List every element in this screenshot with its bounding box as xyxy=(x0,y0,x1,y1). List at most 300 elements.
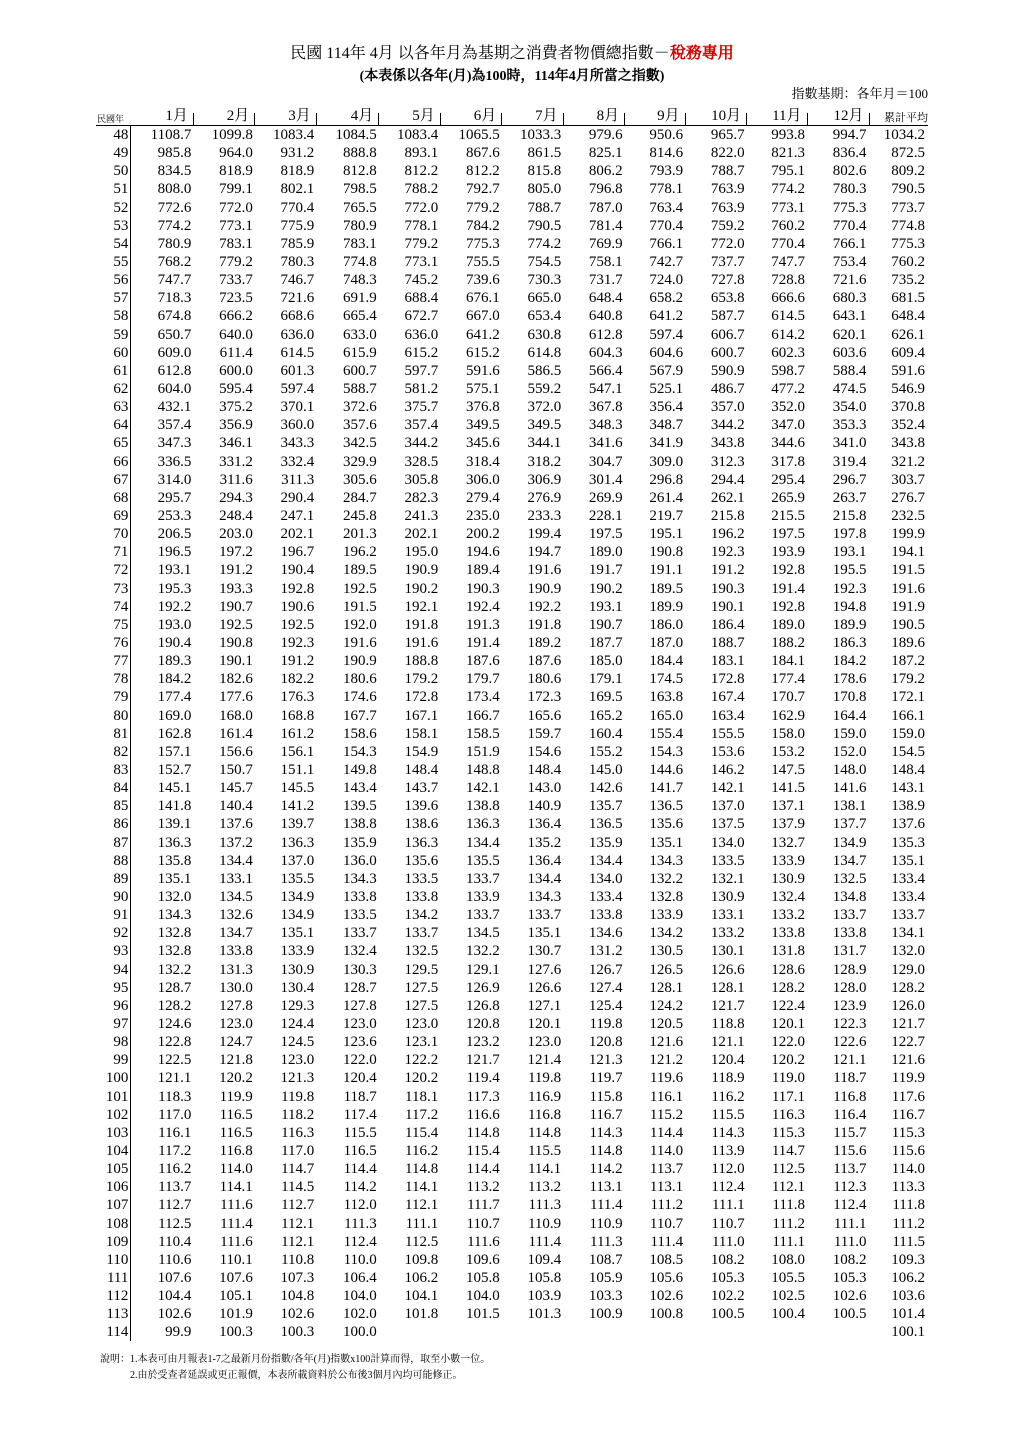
value-cell: 134.8 xyxy=(832,888,867,905)
value-cell: 123.2 xyxy=(465,1034,500,1051)
value-cell: 145.0 xyxy=(588,761,623,778)
value-cell: 581.2 xyxy=(404,381,439,398)
value-cell: 113.7 xyxy=(158,1179,192,1196)
value-cell: 590.9 xyxy=(710,362,745,379)
value-cell: 169.5 xyxy=(588,689,623,706)
value-cell: 128.7 xyxy=(343,979,377,996)
value-cell: 191.8 xyxy=(527,616,562,633)
value-cell: 276.9 xyxy=(527,489,562,506)
value-cell: 597.7 xyxy=(404,362,439,379)
value-cell: 112.1 xyxy=(771,1179,806,1196)
value-cell: 367.8 xyxy=(588,399,623,416)
value-cell: 133.4 xyxy=(588,888,623,905)
avg-cell: 681.5 xyxy=(891,290,925,307)
value-cell: 189.4 xyxy=(465,562,500,579)
header-month xyxy=(194,104,255,126)
value-cell: 219.7 xyxy=(649,508,684,525)
value-cell: 110.8 xyxy=(281,1251,315,1268)
value-cell: 135.9 xyxy=(588,834,623,851)
value-cell xyxy=(686,1323,747,1341)
value-cell: 134.4 xyxy=(588,852,623,869)
value-cell: 143.4 xyxy=(343,780,377,797)
value-cell: 123.0 xyxy=(219,1015,253,1032)
header-year: 民國年 xyxy=(96,104,131,126)
value-cell: 118.9 xyxy=(711,1070,745,1087)
value-cell: 139.5 xyxy=(343,798,377,815)
value-cell: 134.7 xyxy=(832,852,867,869)
value-cell: 133.7 xyxy=(465,870,500,887)
year-cell: 113 xyxy=(96,1305,131,1323)
table-row xyxy=(96,434,928,452)
avg-cell: 117.6 xyxy=(891,1088,925,1105)
value-cell: 127.4 xyxy=(588,979,623,996)
value-cell: 312.3 xyxy=(710,453,745,470)
value-cell: 680.3 xyxy=(832,290,867,307)
value-cell: 575.1 xyxy=(465,381,500,398)
value-cell: 666.6 xyxy=(771,290,806,307)
value-cell: 477.2 xyxy=(771,381,806,398)
value-cell: 155.5 xyxy=(710,725,745,742)
value-cell: 141.2 xyxy=(280,798,315,815)
value-cell: 778.1 xyxy=(404,217,439,234)
avg-cell: 648.4 xyxy=(891,308,925,325)
value-cell: 121.6 xyxy=(649,1034,684,1051)
value-cell: 110.1 xyxy=(219,1251,253,1268)
value-cell: 111.0 xyxy=(833,1233,867,1250)
value-cell: 131.7 xyxy=(832,943,867,960)
table-row xyxy=(96,1160,928,1178)
avg-cell: 106.2 xyxy=(891,1269,925,1286)
avg-cell: 100.1 xyxy=(891,1324,925,1341)
value-cell: 135.1 xyxy=(649,834,684,851)
value-cell: 758.1 xyxy=(588,254,623,271)
value-cell: 118.2 xyxy=(281,1106,315,1123)
value-cell: 148.0 xyxy=(832,761,867,778)
table-row xyxy=(96,1106,928,1124)
value-cell: 253.3 xyxy=(157,508,192,525)
value-cell: 600.0 xyxy=(219,362,253,379)
value-cell: 186.4 xyxy=(710,616,745,633)
table-row xyxy=(96,525,928,543)
value-cell: 102.6 xyxy=(832,1288,867,1305)
value-cell: 136.4 xyxy=(527,852,562,869)
value-cell: 122.5 xyxy=(157,1052,192,1069)
value-cell: 133.8 xyxy=(219,943,253,960)
value-cell: 190.1 xyxy=(710,598,745,615)
value-cell: 113.1 xyxy=(589,1179,623,1196)
value-cell: 196.2 xyxy=(710,526,745,543)
value-cell: 137.6 xyxy=(219,816,253,833)
value-cell: 114.3 xyxy=(711,1124,745,1141)
value-cell: 133.9 xyxy=(649,907,684,924)
value-cell: 124.2 xyxy=(649,997,684,1014)
value-cell: 124.7 xyxy=(219,1034,253,1051)
value-cell: 127.5 xyxy=(404,979,439,996)
value-cell: 802.6 xyxy=(832,163,867,180)
value-cell: 115.7 xyxy=(833,1124,867,1141)
value-cell: 158.6 xyxy=(343,725,377,742)
value-cell: 747.7 xyxy=(771,254,806,271)
value-cell: 170.8 xyxy=(832,689,867,706)
value-cell: 135.6 xyxy=(404,852,439,869)
value-cell: 120.8 xyxy=(588,1034,623,1051)
value-cell: 598.7 xyxy=(771,362,806,379)
year-cell: 110 xyxy=(96,1251,131,1269)
table-row xyxy=(96,1033,928,1051)
value-cell: 114.2 xyxy=(589,1161,623,1178)
value-cell: 134.6 xyxy=(588,925,623,942)
table-row xyxy=(96,1323,928,1341)
table-row xyxy=(96,326,928,344)
value-cell: 780.9 xyxy=(157,235,192,252)
value-cell: 132.0 xyxy=(157,888,192,905)
value-cell: 108.5 xyxy=(649,1251,684,1268)
year-cell: 73 xyxy=(96,580,131,598)
value-cell: 133.7 xyxy=(832,907,867,924)
value-cell: 636.0 xyxy=(280,326,315,343)
value-cell: 189.9 xyxy=(832,616,867,633)
value-cell: 134.2 xyxy=(649,925,684,942)
value-cell: 130.0 xyxy=(219,979,253,996)
value-cell: 190.2 xyxy=(404,580,439,597)
avg-cell: 135.1 xyxy=(891,852,925,869)
value-cell: 111.1 xyxy=(833,1215,867,1232)
value-cell: 1083.4 xyxy=(273,127,315,144)
value-cell: 766.1 xyxy=(832,235,867,252)
value-cell: 357.4 xyxy=(404,417,439,434)
value-cell: 193.0 xyxy=(157,616,192,633)
value-cell: 486.7 xyxy=(710,381,745,398)
value-cell: 100.3 xyxy=(219,1324,253,1341)
value-cell: 688.4 xyxy=(404,290,439,307)
avg-cell: 609.4 xyxy=(891,344,925,361)
value-cell: 191.3 xyxy=(465,616,500,633)
avg-cell: 172.1 xyxy=(891,689,925,706)
value-cell: 190.1 xyxy=(219,653,253,670)
year-cell: 95 xyxy=(96,979,131,997)
year-cell: 86 xyxy=(96,815,131,833)
value-cell: 134.3 xyxy=(649,852,684,869)
value-cell: 182.2 xyxy=(280,671,315,688)
value-cell: 114.2 xyxy=(343,1179,377,1196)
value-cell: 184.4 xyxy=(649,653,684,670)
header-month-label: 2月 xyxy=(226,108,250,124)
year-cell: 79 xyxy=(96,688,131,706)
value-cell: 247.1 xyxy=(280,508,315,525)
value-cell: 155.4 xyxy=(649,725,684,742)
value-cell: 372.6 xyxy=(343,399,377,416)
value-cell: 262.1 xyxy=(710,489,745,506)
value-cell: 772.0 xyxy=(710,235,745,252)
value-cell: 352.0 xyxy=(771,399,806,416)
year-cell: 51 xyxy=(96,180,131,198)
value-cell: 130.1 xyxy=(710,943,745,960)
value-cell: 290.4 xyxy=(280,489,315,506)
value-cell: 341.9 xyxy=(649,435,684,452)
value-cell: 815.8 xyxy=(527,163,562,180)
value-cell: 114.8 xyxy=(405,1161,439,1178)
table-row xyxy=(96,598,928,616)
value-cell: 357.6 xyxy=(343,417,377,434)
value-cell: 184.1 xyxy=(771,653,806,670)
value-cell: 135.5 xyxy=(465,852,500,869)
value-cell: 112.7 xyxy=(158,1197,192,1214)
value-cell: 111.6 xyxy=(220,1197,253,1214)
avg-cell: 352.4 xyxy=(891,417,925,434)
value-cell: 190.7 xyxy=(588,616,623,633)
header-month xyxy=(626,104,686,126)
value-cell: 128.7 xyxy=(157,979,192,996)
value-cell: 123.9 xyxy=(832,997,867,1014)
value-cell: 105.1 xyxy=(219,1288,253,1305)
avg-cell: 1034.2 xyxy=(883,127,925,144)
value-cell: 190.4 xyxy=(157,635,192,651)
avg-cell: 115.6 xyxy=(891,1142,925,1159)
table-row xyxy=(96,144,928,162)
value-cell: 102.5 xyxy=(771,1288,806,1305)
value-cell: 112.0 xyxy=(343,1197,377,1214)
value-cell: 931.2 xyxy=(280,145,315,162)
avg-cell: 115.3 xyxy=(891,1124,925,1141)
value-cell: 126.9 xyxy=(465,979,500,996)
value-cell: 265.9 xyxy=(771,489,806,506)
value-cell: 115.6 xyxy=(833,1142,867,1159)
year-cell: 85 xyxy=(96,797,131,815)
value-cell: 100.0 xyxy=(343,1324,377,1341)
year-cell: 94 xyxy=(96,960,131,978)
value-cell: 167.7 xyxy=(343,707,377,724)
value-cell: 137.1 xyxy=(771,798,806,815)
year-cell: 111 xyxy=(96,1269,131,1287)
value-cell: 165.2 xyxy=(588,707,623,724)
value-cell: 721.6 xyxy=(832,272,867,289)
value-cell: 130.7 xyxy=(527,943,562,960)
value-cell: 141.5 xyxy=(771,780,806,797)
value-cell: 104.4 xyxy=(157,1288,192,1305)
header-month xyxy=(748,104,808,126)
value-cell: 197.5 xyxy=(588,526,623,543)
value-cell: 187.7 xyxy=(588,635,623,651)
value-cell: 191.6 xyxy=(527,562,562,579)
value-cell: 120.5 xyxy=(649,1015,684,1032)
avg-cell: 121.6 xyxy=(891,1052,925,1069)
value-cell: 133.5 xyxy=(710,852,745,869)
value-cell: 168.8 xyxy=(280,707,315,724)
value-cell: 100.3 xyxy=(280,1324,315,1341)
value-cell: 186.0 xyxy=(649,616,684,633)
value-cell: 106.4 xyxy=(343,1269,377,1286)
value-cell: 134.4 xyxy=(219,852,253,869)
value-cell: 134.9 xyxy=(832,834,867,851)
year-cell: 107 xyxy=(96,1196,131,1214)
value-cell: 132.1 xyxy=(710,870,745,887)
value-cell: 144.6 xyxy=(649,761,684,778)
value-cell: 296.7 xyxy=(832,471,867,488)
value-cell: 134.3 xyxy=(527,888,562,905)
value-cell: 788.2 xyxy=(404,181,439,198)
value-cell: 202.1 xyxy=(280,526,315,543)
value-cell: 778.1 xyxy=(649,181,684,198)
value-cell: 353.3 xyxy=(832,417,867,434)
value-cell: 190.8 xyxy=(219,635,253,651)
value-cell: 822.0 xyxy=(710,145,745,162)
title-highlight: 稅務專用 xyxy=(669,45,734,62)
value-cell: 241.3 xyxy=(404,508,439,525)
value-cell: 314.0 xyxy=(157,471,192,488)
value-cell: 341.0 xyxy=(832,435,867,452)
value-cell: 282.3 xyxy=(404,489,439,506)
header-month-label: 5月 xyxy=(412,108,435,124)
value-cell: 763.4 xyxy=(649,199,684,216)
value-cell: 122.6 xyxy=(832,1034,867,1051)
value-cell: 111.6 xyxy=(220,1233,253,1250)
value-cell: 132.8 xyxy=(157,925,192,942)
year-cell: 81 xyxy=(96,725,131,743)
value-cell: 111.8 xyxy=(772,1197,806,1214)
value-cell: 123.0 xyxy=(527,1034,562,1051)
value-cell: 332.4 xyxy=(280,453,315,470)
value-cell: 766.1 xyxy=(649,235,684,252)
value-cell: 131.3 xyxy=(219,961,253,978)
value-cell: 192.5 xyxy=(280,616,315,633)
avg-cell: 626.1 xyxy=(891,326,925,343)
value-cell: 372.0 xyxy=(527,399,562,416)
value-cell: 773.1 xyxy=(771,199,806,216)
value-cell: 134.2 xyxy=(404,907,439,924)
value-cell: 192.3 xyxy=(710,544,745,561)
value-cell: 112.5 xyxy=(158,1215,192,1232)
value-cell: 133.2 xyxy=(771,907,806,924)
table-row xyxy=(96,743,928,761)
value-cell: 102.0 xyxy=(343,1306,377,1323)
value-cell: 620.1 xyxy=(832,326,867,343)
value-cell: 376.8 xyxy=(465,399,500,416)
value-cell: 772.6 xyxy=(157,199,192,216)
value-cell: 600.7 xyxy=(710,344,745,361)
value-cell: 180.6 xyxy=(527,671,562,688)
value-cell: 348.7 xyxy=(649,417,684,434)
value-cell: 114.5 xyxy=(281,1179,315,1196)
value-cell: 190.6 xyxy=(280,598,315,615)
value-cell: 110.9 xyxy=(527,1215,562,1232)
value-cell: 783.1 xyxy=(219,235,253,252)
value-cell: 100.5 xyxy=(832,1306,867,1323)
value-cell: 139.7 xyxy=(280,816,315,833)
value-cell: 104.8 xyxy=(280,1288,315,1305)
value-cell xyxy=(626,1323,686,1341)
value-cell: 132.5 xyxy=(404,943,439,960)
value-cell: 137.0 xyxy=(280,852,315,869)
value-cell: 136.3 xyxy=(157,834,192,851)
value-cell: 117.2 xyxy=(158,1142,192,1159)
value-cell: 110.7 xyxy=(466,1215,500,1232)
value-cell: 122.3 xyxy=(832,1015,867,1032)
value-cell: 126.6 xyxy=(710,961,745,978)
table-row xyxy=(96,507,928,525)
value-cell: 114.4 xyxy=(466,1161,500,1178)
value-cell: 111.4 xyxy=(220,1215,253,1232)
value-cell: 753.4 xyxy=(832,254,867,271)
value-cell: 111.0 xyxy=(711,1233,745,1250)
value-cell: 134.0 xyxy=(588,870,623,887)
value-cell: 133.5 xyxy=(343,907,377,924)
value-cell: 119.8 xyxy=(589,1015,623,1032)
value-cell: 101.8 xyxy=(404,1306,439,1323)
page-title xyxy=(0,44,1024,64)
value-cell: 114.0 xyxy=(649,1142,684,1159)
value-cell: 121.2 xyxy=(649,1052,684,1069)
value-cell: 774.8 xyxy=(343,254,377,271)
value-cell: 193.1 xyxy=(157,562,192,579)
value-cell: 100.4 xyxy=(771,1306,806,1323)
value-cell: 197.5 xyxy=(771,526,806,543)
avg-cell: 133.4 xyxy=(891,870,925,887)
value-cell: 192.2 xyxy=(527,598,562,615)
table-row xyxy=(96,924,928,942)
value-cell: 189.5 xyxy=(649,580,684,597)
value-cell: 331.2 xyxy=(219,453,253,470)
value-cell: 614.2 xyxy=(771,326,806,343)
value-cell: 130.9 xyxy=(771,870,806,887)
value-cell: 284.7 xyxy=(343,489,377,506)
value-cell: 818.9 xyxy=(219,163,253,180)
value-cell: 110.0 xyxy=(343,1251,377,1268)
value-cell: 124.6 xyxy=(157,1015,192,1032)
value-cell: 187.0 xyxy=(649,635,684,651)
value-cell: 169.0 xyxy=(157,707,192,724)
value-cell: 747.7 xyxy=(157,272,192,289)
value-cell: 174.6 xyxy=(343,689,377,706)
value-cell: 192.8 xyxy=(771,598,806,615)
value-cell: 111.3 xyxy=(528,1197,562,1214)
value-cell: 119.0 xyxy=(771,1070,806,1087)
header-month-label: 4月 xyxy=(350,108,374,124)
avg-cell: 119.9 xyxy=(891,1070,925,1087)
table-row xyxy=(96,616,928,634)
value-cell: 650.7 xyxy=(157,326,192,343)
value-cell: 191.4 xyxy=(465,635,500,651)
value-cell: 195.3 xyxy=(157,580,192,597)
table-row xyxy=(96,561,928,579)
value-cell: 108.2 xyxy=(832,1251,867,1268)
value-cell: 99.9 xyxy=(165,1324,192,1341)
value-cell: 128.9 xyxy=(832,961,867,978)
value-cell: 614.5 xyxy=(771,308,806,325)
value-cell: 133.8 xyxy=(832,925,867,942)
value-cell: 127.5 xyxy=(404,997,439,1014)
value-cell: 792.7 xyxy=(465,181,500,198)
table-row xyxy=(96,398,928,416)
value-cell: 122.0 xyxy=(771,1034,806,1051)
value-cell: 615.2 xyxy=(404,344,439,361)
value-cell: 119.4 xyxy=(466,1070,500,1087)
value-cell: 187.6 xyxy=(465,653,500,670)
avg-cell: 343.8 xyxy=(891,435,925,452)
value-cell: 133.7 xyxy=(465,907,500,924)
value-cell: 138.1 xyxy=(832,798,867,815)
table-row xyxy=(96,162,928,180)
value-cell: 648.4 xyxy=(588,290,623,307)
value-cell: 118.7 xyxy=(833,1070,867,1087)
value-cell: 193.3 xyxy=(219,580,253,597)
value-cell: 112.1 xyxy=(281,1233,315,1250)
value-cell: 1084.5 xyxy=(335,127,377,144)
value-cell: 118.1 xyxy=(405,1088,439,1105)
value-cell: 116.4 xyxy=(833,1106,867,1123)
value-cell: 195.0 xyxy=(404,544,439,561)
value-cell: 190.3 xyxy=(710,580,745,597)
value-cell: 609.0 xyxy=(157,344,192,361)
